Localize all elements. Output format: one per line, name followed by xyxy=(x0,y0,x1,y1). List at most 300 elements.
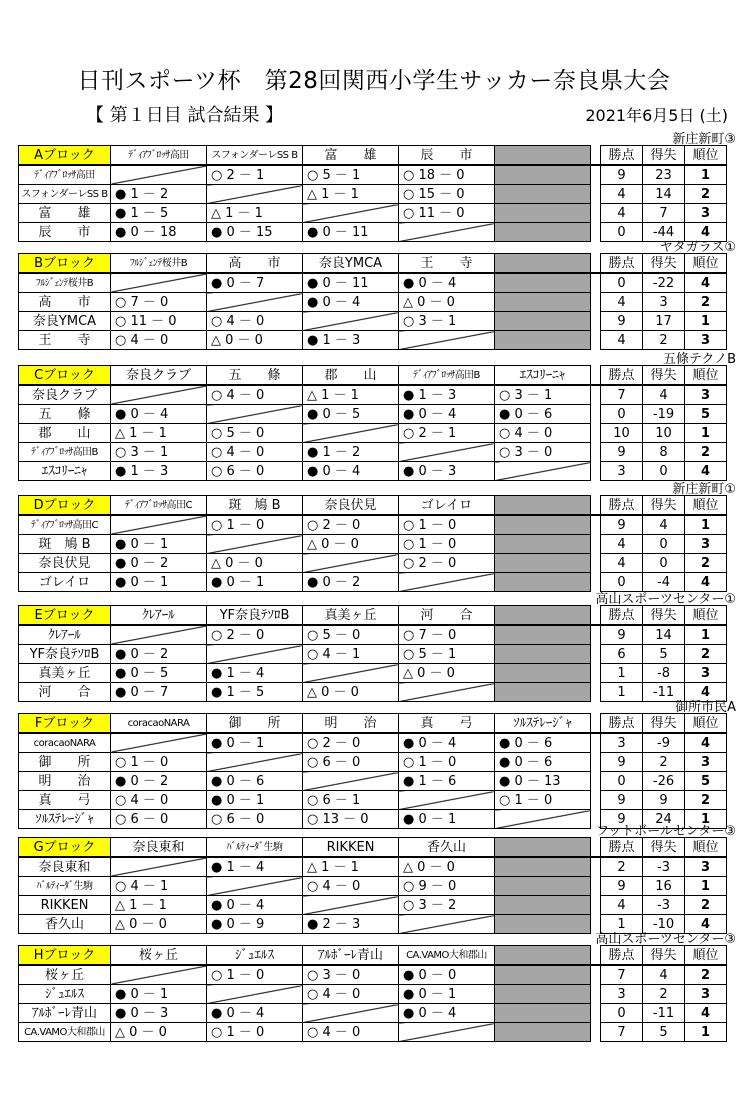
match-result: ○ 4 － 1 xyxy=(111,877,207,896)
empty-cell xyxy=(495,496,591,516)
rank: 3 xyxy=(685,753,727,772)
block-name: Fブロック xyxy=(19,714,111,734)
match-result: ○ 2 － 0 xyxy=(303,733,399,753)
goal-diff: -26 xyxy=(643,772,685,791)
row-team: スフォンダーレSS B xyxy=(19,185,111,204)
empty-cell xyxy=(495,185,591,204)
goal-diff: -22 xyxy=(643,273,685,293)
spacer xyxy=(591,857,601,877)
match-result: △ 0 － 0 xyxy=(303,535,399,554)
match-result: ● 0 － 13 xyxy=(495,772,591,791)
rank: 5 xyxy=(685,772,727,791)
block-table xyxy=(18,253,727,350)
spacer xyxy=(591,714,601,734)
diagonal-cell xyxy=(207,753,303,772)
block-table xyxy=(18,605,727,702)
spacer xyxy=(591,254,601,274)
goal-diff: 0 xyxy=(643,462,685,481)
rank: 4 xyxy=(685,915,727,934)
block-name: Hブロック xyxy=(19,946,111,966)
match-result: ○ 15 － 0 xyxy=(399,185,495,204)
empty-cell xyxy=(495,554,591,573)
rank: 1 xyxy=(685,877,727,896)
spacer xyxy=(591,645,601,664)
stat-header: 順位 xyxy=(685,254,727,274)
table-row xyxy=(19,683,727,702)
match-result: △ 1 － 1 xyxy=(207,204,303,223)
match-result: △ 0 － 0 xyxy=(207,331,303,350)
row-team: ﾃﾞｨｱﾌﾞﾛｯｻ高田 xyxy=(19,165,111,185)
stat-header: 勝点 xyxy=(601,496,643,516)
table-row xyxy=(19,753,727,772)
points: 0 xyxy=(601,405,643,424)
column-team: 奈良伏見 xyxy=(303,496,399,516)
points: 4 xyxy=(601,204,643,223)
stat-header: 得失 xyxy=(643,946,685,966)
points: 0 xyxy=(601,573,643,592)
block-table xyxy=(18,945,727,1042)
match-result: ● 1 － 5 xyxy=(207,683,303,702)
rank: 2 xyxy=(685,185,727,204)
points: 4 xyxy=(601,331,643,350)
diagonal-cell xyxy=(111,273,207,293)
column-team: 郡 山 xyxy=(303,366,399,386)
diagonal-cell xyxy=(207,405,303,424)
diagonal-cell xyxy=(111,625,207,645)
rank: 3 xyxy=(685,204,727,223)
table-header-row xyxy=(19,254,727,274)
table-row xyxy=(19,857,727,877)
points: 7 xyxy=(601,385,643,405)
stat-header: 勝点 xyxy=(601,946,643,966)
row-team: ﾊﾞﾙﾃｨｰﾀﾞ生駒 xyxy=(19,877,111,896)
match-result: ○ 3 － 0 xyxy=(495,443,591,462)
match-result: ○ 4 － 0 xyxy=(207,385,303,405)
goal-diff: 5 xyxy=(643,645,685,664)
spacer xyxy=(591,554,601,573)
rank: 1 xyxy=(685,1023,727,1042)
row-team: ｱﾙﾎﾞｰﾚ青山 xyxy=(19,1004,111,1023)
document-title: 日刊スポーツ杯 第28回関西小学生サッカー奈良県大会 xyxy=(77,68,671,94)
goal-diff: -3 xyxy=(643,857,685,877)
diagonal-cell xyxy=(303,204,399,223)
block-name: Eブロック xyxy=(19,606,111,626)
diagonal-cell xyxy=(111,385,207,405)
row-team: 真 弓 xyxy=(19,791,111,810)
table-row xyxy=(19,772,727,791)
spacer xyxy=(591,424,601,443)
match-result: ○ 3 － 2 xyxy=(399,896,495,915)
match-result: △ 0 － 0 xyxy=(111,1023,207,1042)
column-team: YF奈良ﾃｿﾛB xyxy=(207,606,303,626)
empty-cell xyxy=(495,683,591,702)
spacer xyxy=(591,462,601,481)
diagonal-cell xyxy=(399,915,495,934)
column-team: 辰 市 xyxy=(399,146,495,166)
block-table xyxy=(18,145,727,242)
match-result: ● 0 － 3 xyxy=(111,1004,207,1023)
goal-diff: 4 xyxy=(643,965,685,985)
stat-header: 勝点 xyxy=(601,366,643,386)
block-venue: 新庄新町① xyxy=(672,482,736,497)
goal-diff: 14 xyxy=(643,185,685,204)
spacer xyxy=(591,772,601,791)
spacer xyxy=(591,366,601,386)
diagonal-cell xyxy=(111,515,207,535)
goal-diff: 9 xyxy=(643,791,685,810)
table-row xyxy=(19,405,727,424)
column-team: 香久山 xyxy=(399,838,495,858)
rank: 1 xyxy=(685,165,727,185)
points: 1 xyxy=(601,664,643,683)
table-row xyxy=(19,424,727,443)
column-team: 富 雄 xyxy=(303,146,399,166)
goal-diff: 5 xyxy=(643,1023,685,1042)
match-result: ● 0 － 2 xyxy=(111,645,207,664)
points: 0 xyxy=(601,1004,643,1023)
rank: 4 xyxy=(685,573,727,592)
match-result: ● 1 － 2 xyxy=(111,185,207,204)
diagonal-cell xyxy=(399,443,495,462)
table-row xyxy=(19,1023,727,1042)
goal-diff: 2 xyxy=(643,331,685,350)
block-name: Bブロック xyxy=(19,254,111,274)
match-result: ○ 4 － 0 xyxy=(111,791,207,810)
column-team: 奈良東和 xyxy=(111,838,207,858)
stat-header: 順位 xyxy=(685,714,727,734)
column-team: ﾌﾙｼﾞｪﾝﾃ桜井B xyxy=(111,254,207,274)
diagonal-cell xyxy=(111,733,207,753)
match-result: ● 0 － 4 xyxy=(399,273,495,293)
match-result: ○ 11 － 0 xyxy=(111,312,207,331)
diagonal-cell xyxy=(207,185,303,204)
diagonal-cell xyxy=(303,896,399,915)
column-team: 桜ヶ丘 xyxy=(111,946,207,966)
match-result: ○ 2 － 0 xyxy=(207,625,303,645)
stat-header: 勝点 xyxy=(601,146,643,166)
rank: 2 xyxy=(685,293,727,312)
block-name: Cブロック xyxy=(19,366,111,386)
spacer xyxy=(591,146,601,166)
match-result: ○ 13 － 0 xyxy=(303,810,399,829)
match-result: ● 0 － 5 xyxy=(111,664,207,683)
match-result: △ 0 － 0 xyxy=(399,857,495,877)
match-result: ○ 2 － 0 xyxy=(303,515,399,535)
spacer xyxy=(591,664,601,683)
table-row xyxy=(19,625,727,645)
match-result: ○ 6 － 0 xyxy=(207,810,303,829)
rank: 1 xyxy=(685,515,727,535)
spacer xyxy=(591,896,601,915)
table-header-row xyxy=(19,146,727,166)
row-team: YF奈良ﾃｿﾛB xyxy=(19,645,111,664)
match-result: ● 0 － 2 xyxy=(303,573,399,592)
points: 3 xyxy=(601,985,643,1004)
empty-cell xyxy=(495,165,591,185)
spacer xyxy=(591,204,601,223)
stat-header: 勝点 xyxy=(601,254,643,274)
match-result: ○ 5 － 0 xyxy=(303,625,399,645)
rank: 4 xyxy=(685,462,727,481)
rank: 3 xyxy=(685,857,727,877)
match-result: △ 0 － 0 xyxy=(111,915,207,934)
row-team: 香久山 xyxy=(19,915,111,934)
column-team: CA.VAMO大和郡山 xyxy=(399,946,495,966)
points: 4 xyxy=(601,293,643,312)
empty-cell xyxy=(495,312,591,331)
block-table xyxy=(18,365,727,481)
table-header-row xyxy=(19,714,727,734)
goal-diff: 16 xyxy=(643,877,685,896)
row-team: ﾌﾙｼﾞｪﾝﾃ桜井B xyxy=(19,273,111,293)
diagonal-cell xyxy=(399,223,495,242)
block-table xyxy=(18,713,727,829)
rank: 2 xyxy=(685,896,727,915)
spacer xyxy=(591,985,601,1004)
row-team: ｼﾞｭｴﾙｽ xyxy=(19,985,111,1004)
diagonal-cell xyxy=(207,985,303,1004)
table-row xyxy=(19,645,727,664)
rank: 3 xyxy=(685,664,727,683)
match-result: ● 0 － 1 xyxy=(111,573,207,592)
points: 6 xyxy=(601,645,643,664)
stat-header: 得失 xyxy=(643,366,685,386)
match-result: ○ 1 － 0 xyxy=(207,1023,303,1042)
column-team: 奈良YMCA xyxy=(303,254,399,274)
match-result: ● 0 － 1 xyxy=(207,791,303,810)
empty-cell xyxy=(495,965,591,985)
match-result: ● 0 － 2 xyxy=(111,554,207,573)
rank: 3 xyxy=(685,385,727,405)
match-result: ○ 1 － 0 xyxy=(399,535,495,554)
empty-cell xyxy=(495,877,591,896)
match-result: ● 0 － 18 xyxy=(111,223,207,242)
match-result: ○ 1 － 0 xyxy=(207,965,303,985)
spacer xyxy=(591,273,601,293)
match-result: ○ 3 － 1 xyxy=(399,312,495,331)
diagonal-cell xyxy=(111,965,207,985)
table-header-row xyxy=(19,838,727,858)
spacer xyxy=(591,877,601,896)
points: 3 xyxy=(601,462,643,481)
empty-cell xyxy=(495,146,591,166)
match-result: ○ 18 － 0 xyxy=(399,165,495,185)
spacer xyxy=(591,185,601,204)
match-result: ○ 4 － 0 xyxy=(303,985,399,1004)
match-result: ● 0 － 4 xyxy=(303,462,399,481)
match-result: ● 0 － 11 xyxy=(303,273,399,293)
match-result: ○ 3 － 0 xyxy=(303,965,399,985)
rank: 1 xyxy=(685,810,727,829)
spacer xyxy=(591,1004,601,1023)
stat-header: 勝点 xyxy=(601,714,643,734)
match-result: ○ 2 － 0 xyxy=(399,554,495,573)
match-result: ○ 3 － 1 xyxy=(495,385,591,405)
row-team: 辰 市 xyxy=(19,223,111,242)
table-row xyxy=(19,312,727,331)
diagonal-cell xyxy=(207,877,303,896)
diagonal-cell xyxy=(399,573,495,592)
spacer xyxy=(591,965,601,985)
row-team: ｸﾚｱｰﾙ xyxy=(19,625,111,645)
rank: 3 xyxy=(685,331,727,350)
points: 7 xyxy=(601,965,643,985)
goal-diff: 24 xyxy=(643,810,685,829)
table-row xyxy=(19,965,727,985)
match-result: ○ 6 － 0 xyxy=(111,810,207,829)
diagonal-cell xyxy=(207,645,303,664)
goal-diff: 2 xyxy=(643,985,685,1004)
block-venue: 五條テクノB xyxy=(662,352,736,367)
diagonal-cell xyxy=(495,462,591,481)
match-result: ● 0 － 6 xyxy=(207,772,303,791)
match-result: ○ 5 － 1 xyxy=(303,165,399,185)
match-result: ● 1 － 5 xyxy=(111,204,207,223)
empty-cell xyxy=(495,535,591,554)
rank: 5 xyxy=(685,405,727,424)
spacer xyxy=(591,535,601,554)
points: 1 xyxy=(601,683,643,702)
stat-header: 得失 xyxy=(643,254,685,274)
stat-header: 得失 xyxy=(643,838,685,858)
table-row xyxy=(19,462,727,481)
column-team: 河 合 xyxy=(399,606,495,626)
column-team: coracaoNARA xyxy=(111,714,207,734)
goal-diff: 8 xyxy=(643,443,685,462)
empty-cell xyxy=(495,606,591,626)
empty-cell xyxy=(495,664,591,683)
match-result: ○ 6 － 1 xyxy=(303,791,399,810)
column-team: ﾊﾞﾙﾃｨｰﾀﾞ生駒 xyxy=(207,838,303,858)
match-result: ● 0 － 3 xyxy=(399,462,495,481)
spacer xyxy=(591,753,601,772)
match-result: ● 0 － 1 xyxy=(399,985,495,1004)
match-result: ○ 6 － 0 xyxy=(207,462,303,481)
row-team: 奈良伏見 xyxy=(19,554,111,573)
column-team: 明 治 xyxy=(303,714,399,734)
empty-cell xyxy=(495,515,591,535)
spacer xyxy=(591,946,601,966)
match-result: △ 1 － 1 xyxy=(303,857,399,877)
block-venue: 高山スポーツセンター① xyxy=(595,592,736,607)
diagonal-cell xyxy=(303,664,399,683)
empty-cell xyxy=(495,645,591,664)
match-result: ● 0 － 7 xyxy=(111,683,207,702)
match-result: ● 0 － 6 xyxy=(495,733,591,753)
block-venue: 御所市民A xyxy=(675,700,736,715)
row-team: 富 雄 xyxy=(19,204,111,223)
row-team: 河 合 xyxy=(19,683,111,702)
row-team: ﾃﾞｨｱﾌﾞﾛｯｻ高田B xyxy=(19,443,111,462)
points: 0 xyxy=(601,273,643,293)
diagonal-cell xyxy=(303,1004,399,1023)
rank: 1 xyxy=(685,625,727,645)
table-header-row xyxy=(19,606,727,626)
rank: 2 xyxy=(685,443,727,462)
match-result: ○ 4 － 1 xyxy=(303,645,399,664)
match-result: ● 0 － 6 xyxy=(495,753,591,772)
empty-cell xyxy=(495,204,591,223)
match-result: ○ 3 － 1 xyxy=(111,443,207,462)
match-result: ● 0 － 4 xyxy=(111,405,207,424)
rank: 2 xyxy=(685,965,727,985)
stat-header: 順位 xyxy=(685,606,727,626)
table-row xyxy=(19,204,727,223)
match-result: ● 0 － 4 xyxy=(399,733,495,753)
match-result: ● 0 － 11 xyxy=(303,223,399,242)
match-result: ○ 4 － 0 xyxy=(111,331,207,350)
column-team: ｼﾞｭｴﾙｽ xyxy=(207,946,303,966)
points: 2 xyxy=(601,857,643,877)
goal-diff: -10 xyxy=(643,915,685,934)
row-team: coracaoNARA xyxy=(19,733,111,753)
column-team: ｱﾙﾎﾞｰﾚ青山 xyxy=(303,946,399,966)
table-row xyxy=(19,733,727,753)
points: 10 xyxy=(601,424,643,443)
match-result: ● 0 － 1 xyxy=(111,985,207,1004)
goal-diff: -11 xyxy=(643,1004,685,1023)
diagonal-cell xyxy=(495,810,591,829)
stat-header: 勝点 xyxy=(601,606,643,626)
block-venue: 高山スポーツセンター③ xyxy=(595,932,736,947)
points: 9 xyxy=(601,625,643,645)
match-result: ● 0 － 6 xyxy=(495,405,591,424)
rank: 4 xyxy=(685,733,727,753)
diagonal-cell xyxy=(111,857,207,877)
empty-cell xyxy=(495,625,591,645)
empty-cell xyxy=(495,946,591,966)
goal-diff: -11 xyxy=(643,683,685,702)
column-team: ｴｽｺﾘｰﾆｬ xyxy=(495,366,591,386)
table-row xyxy=(19,223,727,242)
row-team: 奈良YMCA xyxy=(19,312,111,331)
points: 1 xyxy=(601,915,643,934)
match-result: ○ 1 － 0 xyxy=(495,791,591,810)
block-name: Dブロック xyxy=(19,496,111,516)
match-result: ● 1 － 2 xyxy=(303,443,399,462)
table-row xyxy=(19,273,727,293)
empty-cell xyxy=(495,985,591,1004)
column-team: ゴレイロ xyxy=(399,496,495,516)
goal-diff: 2 xyxy=(643,753,685,772)
match-result: ○ 1 － 0 xyxy=(399,753,495,772)
table-row xyxy=(19,515,727,535)
block-table xyxy=(18,837,727,934)
column-team: 御 所 xyxy=(207,714,303,734)
block-table xyxy=(18,495,727,592)
spacer xyxy=(591,405,601,424)
goal-diff: 4 xyxy=(643,515,685,535)
match-result: △ 0 － 0 xyxy=(399,293,495,312)
points: 3 xyxy=(601,733,643,753)
rank: 4 xyxy=(685,1004,727,1023)
match-result: ○ 1 － 0 xyxy=(111,753,207,772)
goal-diff: 3 xyxy=(643,293,685,312)
match-result: ○ 4 － 0 xyxy=(495,424,591,443)
row-team: 高 市 xyxy=(19,293,111,312)
goal-diff: -44 xyxy=(643,223,685,242)
match-result: ● 0 － 0 xyxy=(399,965,495,985)
row-team: ﾃﾞｨｱﾌﾞﾛｯｻ高田C xyxy=(19,515,111,535)
points: 9 xyxy=(601,877,643,896)
match-result: ○ 7 － 0 xyxy=(399,625,495,645)
match-result: ○ 9 － 0 xyxy=(399,877,495,896)
match-result: ○ 2 － 1 xyxy=(207,165,303,185)
stat-header: 得失 xyxy=(643,496,685,516)
match-result: ○ 5 － 1 xyxy=(399,645,495,664)
diagonal-cell xyxy=(207,293,303,312)
match-result: ● 0 － 4 xyxy=(207,896,303,915)
